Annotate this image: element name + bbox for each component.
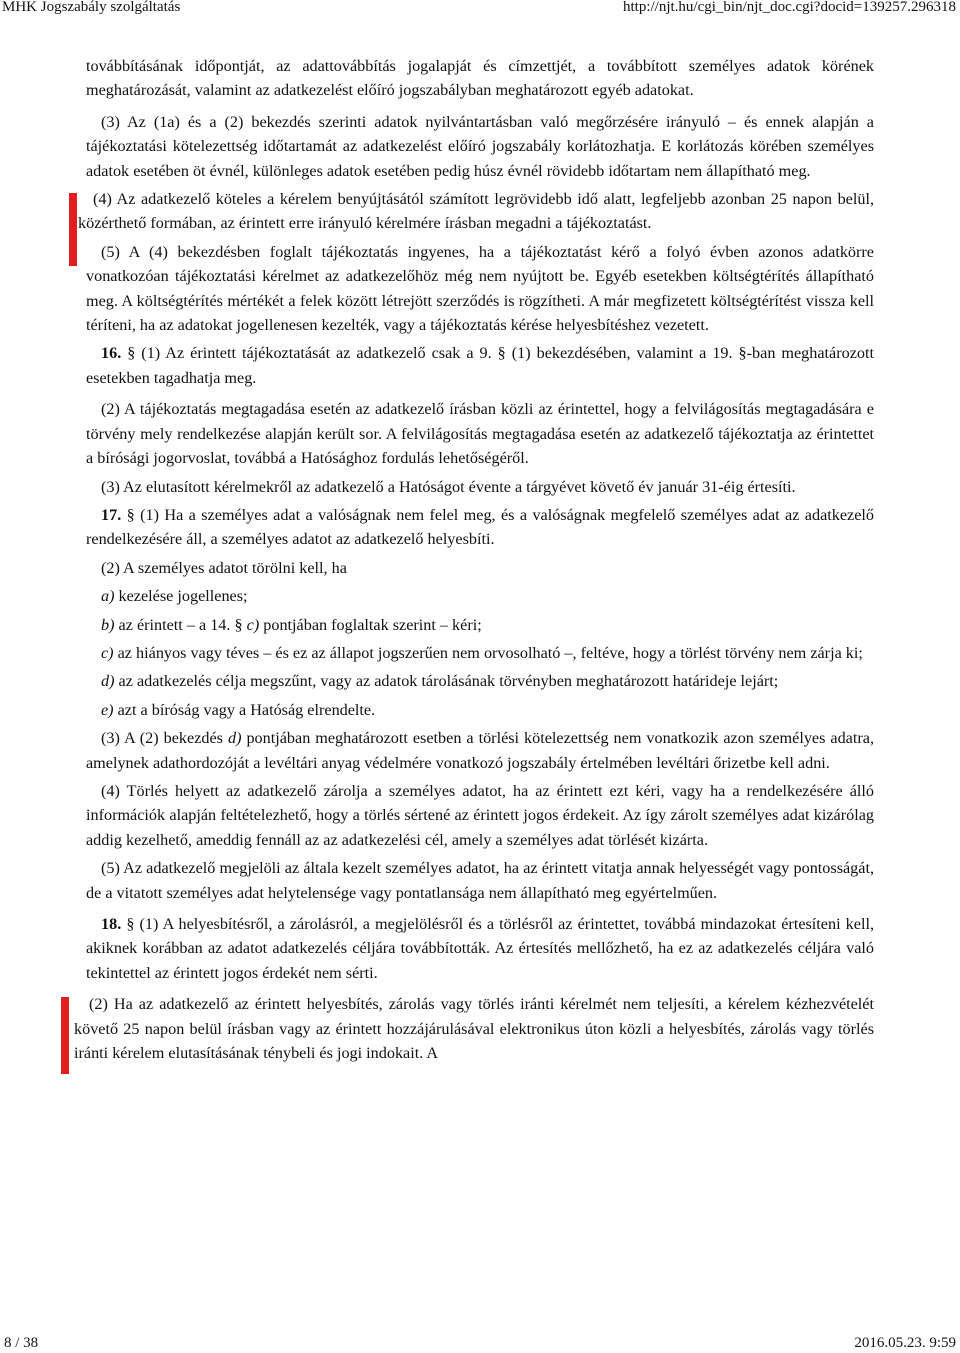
list-item [86, 613, 874, 637]
paragraph: (2) Ha az adatkezelő az érintett helyesbítés, zárolás vagy törlés iránti kérelmét nem teljesíti, a kérelem kézhezvételét követő 25 napon belül írásban vagy az érintett hozzájárulásával elektronikus úton közli a helyesbítés, zárolás vagy törlés iránti kérelem elutasításának ténybeli és jogi indokait. A [74, 995, 874, 1063]
list-letter: a) [101, 587, 115, 606]
list-item [86, 584, 874, 608]
amended-paragraph [74, 992, 874, 1065]
list-text: kezelése jogellenes; [114, 587, 248, 606]
amended-paragraph [78, 187, 874, 236]
paragraph: (2) A személyes adatot törölni kell, ha [101, 558, 347, 577]
page-number: 8 / 38 [4, 1335, 39, 1351]
list-item [86, 641, 874, 665]
change-marker-bar [61, 997, 69, 1074]
list-item [86, 669, 874, 693]
paragraph-text: pontjában meghatározott esetben a törlési kötelezettség nem vonatkozik azon személyes adatra, amelynek adathordozóját a levéltári anyag védelmére vonatkozó jogszabály értelmében levéltári őrizetbe kell adni. [86, 729, 874, 772]
header-url: http://njt.hu/cgi_bin/njt_doc.cgi?docid=139257.296318 [622, 0, 956, 15]
section-number: 17. [101, 505, 122, 524]
section-text: § (1) Ha a személyes adat a valóságnak nem felel meg, és a valóságnak megfelelő személyes adat az adatkezelő rendelkezésére áll, a személyes adatot az adatkezelő helyesbíti. [86, 505, 874, 549]
section-text: § (1) Az érintett tájékoztatását az adatkezelő csak a 9. § (1) bekezdésében, valamint a 19. §-ban meghatározott esetekben tagadhatja meg. [86, 344, 874, 387]
list-letter: e) [101, 700, 114, 719]
list-item [86, 698, 874, 722]
list-text: az hiányos vagy téves – és ez az állapot jogszerűen nem orvosolható –, feltéve, hogy a törlést törvény nem zárja ki; [113, 643, 863, 662]
section-17 [86, 503, 874, 552]
inline-letter: d) [227, 729, 242, 748]
inline-letter: c) [246, 615, 260, 634]
list-text: az adatkezelés célja megszűnt, vagy az adatok tárolásának törvényben meghatározott határideje lejárt; [114, 672, 779, 691]
paragraph: (4) Törlés helyett az adatkezelő zárolja a személyes adatot, ha az érintett ezt kéri, vagy ha a rendelkezésére álló információk alapján feltételezhető, hogy a törlés sértené az érintett jogos érdekeit. Az így zárolt személyes adat kizárólag addig kezelhető, ameddig fennáll az az adatkezelési cél, amely a személyes adat törlését kizárta. [86, 781, 874, 849]
section-number: 18. [101, 915, 122, 933]
print-datetime: 2016.05.23. 9:59 [854, 1335, 956, 1351]
list-letter: c) [101, 643, 114, 662]
section-16 [86, 341, 874, 390]
list-letter: b) [101, 615, 115, 634]
paragraph: (3) Az (1a) és a (2) bekezdés szerinti adatok nyilvántartásban való megőrzésére irányuló – és ennek alapján a tájékoztatási kötelezettség időtartamát az adatkezelést előíró jogszabály korlátozhatja. E korlátozás körében személyes adatok esetében öt évnél, különleges adatok esetében pedig húsz évnél rövidebb időtartam nem állapítható meg. [86, 112, 874, 180]
paragraph [86, 726, 874, 775]
section-number: 16. [101, 344, 122, 363]
section-18 [86, 912, 874, 985]
list-letter: d) [101, 672, 115, 691]
header-site-name: MHK Jogszabály szolgáltatás [2, 0, 181, 15]
paragraph-text: (3) A (2) bekezdés [101, 729, 228, 748]
document-body [74, 54, 874, 1065]
paragraph: (2) A tájékoztatás megtagadása esetén az adatkezelő írásban közli az érintettel, hogy a felvilágosítás megtagadására e törvény mely rendelkezése alapján került sor. A felvilágosítás megtagadása esetén az adatkezelő tájékoztatja az érintettet a bírósági jogorvoslat, továbbá a Hatósághoz fordulás lehetőségéről. [86, 400, 874, 468]
list-text: az érintett – a 14. § [114, 615, 247, 634]
paragraph: (3) Az elutasított kérelmekről az adatkezelő a Hatóságot évente a tárgyévet követő év január 31-éig értesíti. [101, 477, 796, 496]
list-text: azt a bíróság vagy a Hatóság elrendelte. [113, 700, 376, 719]
section-text: § (1) A helyesbítésről, a zárolásról, a megjelölésről és a törlésről az érintettet, továbbá mindazokat értesíteni kell, akiknek korábban az adatot adatkezelés céljára továbbították. Az értesítés mellőzhető, ha ez az adatkezelés céljára való tekintettel az érintett jogos érdekét nem sérti. [86, 915, 874, 982]
paragraph: (4) Az adatkezelő köteles a kérelem benyújtásától számított legrövidebb idő alatt, legfeljebb azonban 25 napon belül, közérthető formában, az érintett erre irányuló kérelmére írásban megadni a tájékoztatást. [78, 190, 874, 233]
list-text: pontjában foglaltak szerint – kéri; [259, 615, 482, 634]
paragraph: (5) A (4) bekezdésben foglalt tájékoztatás ingyenes, ha a tájékoztatást kérő a folyó évben azonos adatkörre vonatkozóan tájékoztatási kérelmet az adatkezelőhöz még nem nyújtott be. Egyéb esetekben költségtérítés állapítható meg. A költségtérítés mértékét a felek között létrejött szerződés is rögzítheti. A már megfizetett költségtérítést vissza kell téríteni, ha az adatokat jogellenesen kezelték, vagy a tájékoztatás kérése helyesbítéshez vezetett. [86, 242, 874, 335]
paragraph: (5) Az adatkezelő megjelöli az általa kezelt személyes adatot, ha az érintett vitatja annak helyességét vagy pontosságát, de a vitatott személyes adat helytelensége vagy pontatlansága nem állapítható meg egyértelműen. [86, 859, 874, 902]
change-marker-bar [69, 193, 77, 266]
paragraph: továbbításának időpontját, az adattovábbítás jogalapját és címzettjét, a továbbított személyes adatok körének meghatározását, valamint az adatkezelést előíró jogszabályban meghatározott egyéb adatokat. [86, 57, 874, 100]
